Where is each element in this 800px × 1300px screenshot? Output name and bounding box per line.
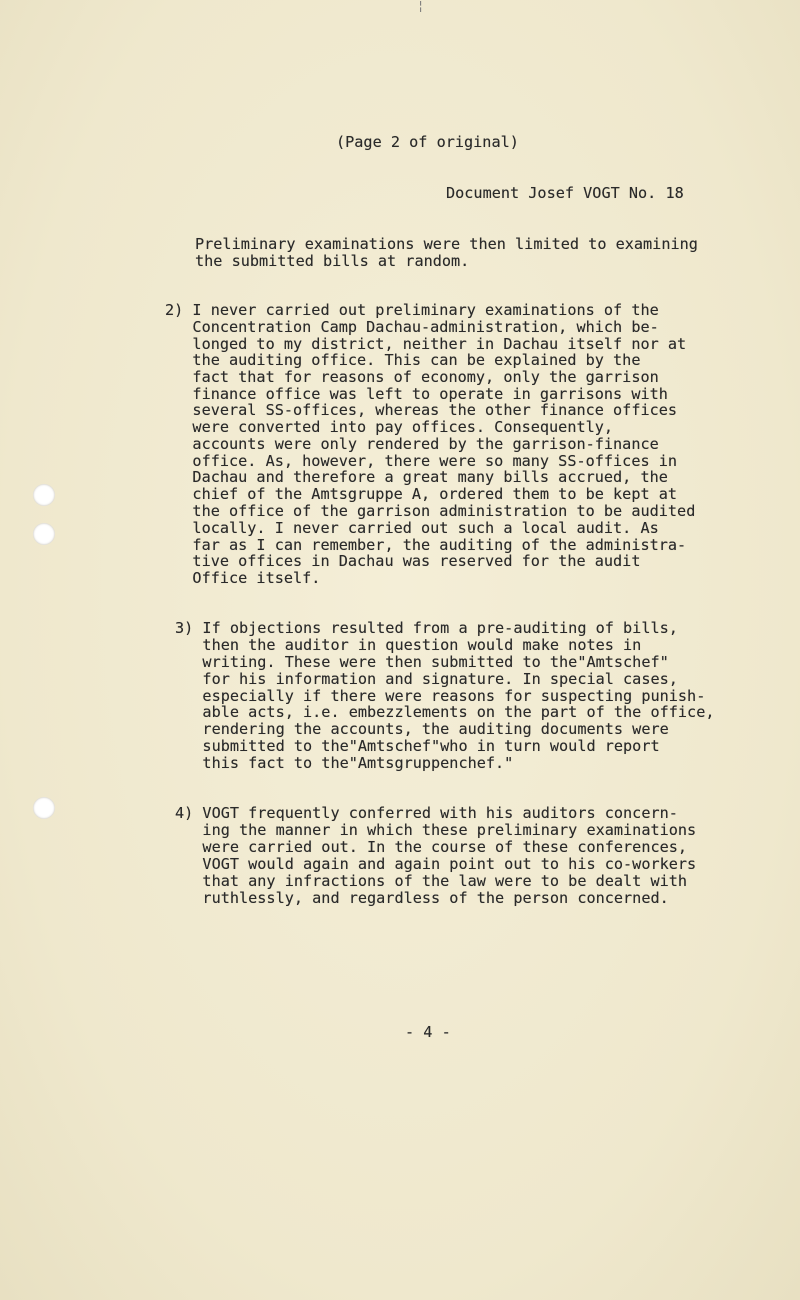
text-line: fact that for reasons of economy, only the garrison — [165, 368, 659, 386]
text-line: chief of the Amtsgruppe A, ordered them to be kept at — [165, 485, 678, 503]
text-line: the office of the garrison administration to be audited — [165, 502, 696, 520]
text-line: several SS-offices, whereas the other finance offices — [165, 401, 678, 419]
text-line: the auditing office. This can be explained by the — [165, 351, 641, 369]
text-line: then the auditor in question would make notes in — [175, 636, 642, 654]
text-line: ing the manner in which these preliminary examinations — [175, 821, 697, 839]
text-line: 3) If objections resulted from a pre-auditing of bills, — [175, 619, 678, 637]
text-line: able acts, i.e. embezzlements on the part of the office, — [175, 703, 715, 721]
text-line: ruthlessly, and regardless of the person concerned. — [175, 889, 669, 907]
punch-hole — [33, 797, 55, 819]
text-line: finance office was left to operate in garrisons with — [165, 385, 668, 403]
text-line: locally. I never carried out such a local audit. As — [165, 519, 659, 537]
text-line: 2) I never carried out preliminary examinations of the — [165, 301, 659, 319]
top-mark: ¦ — [417, 0, 425, 13]
text-line: far as I can remember, the auditing of the administra- — [165, 536, 687, 554]
text-line: submitted to the"Amtschef"who in turn would report — [175, 737, 660, 755]
text-line: this fact to the"Amtsgruppenchef." — [175, 754, 514, 772]
text-line: Preliminary examinations were then limited to examining — [195, 235, 698, 253]
text-line: were carried out. In the course of these conferences, — [175, 838, 688, 856]
text-line: accounts were only rendered by the garrison-finance — [165, 435, 659, 453]
punch-hole — [33, 484, 55, 506]
page-note: (Page 2 of original) — [336, 133, 519, 151]
text-line: were converted into pay offices. Consequently, — [165, 418, 614, 436]
text-line: that any infractions of the law were to be dealt with — [175, 872, 688, 890]
text-line: Concentration Camp Dachau-administration, which be- — [165, 318, 659, 336]
text-line: office. As, however, there were so many SS-offices in — [165, 452, 678, 470]
text-line: longed to my district, neither in Dachau itself nor at — [165, 335, 687, 353]
text-line: especially if there were reasons for suspecting punish- — [175, 687, 706, 705]
text-line: VOGT would again and again point out to his co-workers — [175, 855, 697, 873]
text-line: Office itself. — [165, 569, 321, 587]
text-line: the submitted bills at random. — [195, 252, 470, 270]
punch-hole — [33, 523, 55, 545]
text-line: tive offices in Dachau was reserved for the audit — [165, 552, 641, 570]
text-line: for his information and signature. In special cases, — [175, 670, 678, 688]
text-line: Dachau and therefore a great many bills accrued, the — [165, 468, 668, 486]
document-reference: Document Josef VOGT No. 18 — [446, 184, 684, 202]
text-line: 4) VOGT frequently conferred with his auditors concern- — [175, 804, 678, 822]
page-number: - 4 - — [405, 1023, 451, 1041]
text-line: writing. These were then submitted to the"Amtschef" — [175, 653, 669, 671]
text-line: rendering the accounts, the auditing documents were — [175, 720, 669, 738]
